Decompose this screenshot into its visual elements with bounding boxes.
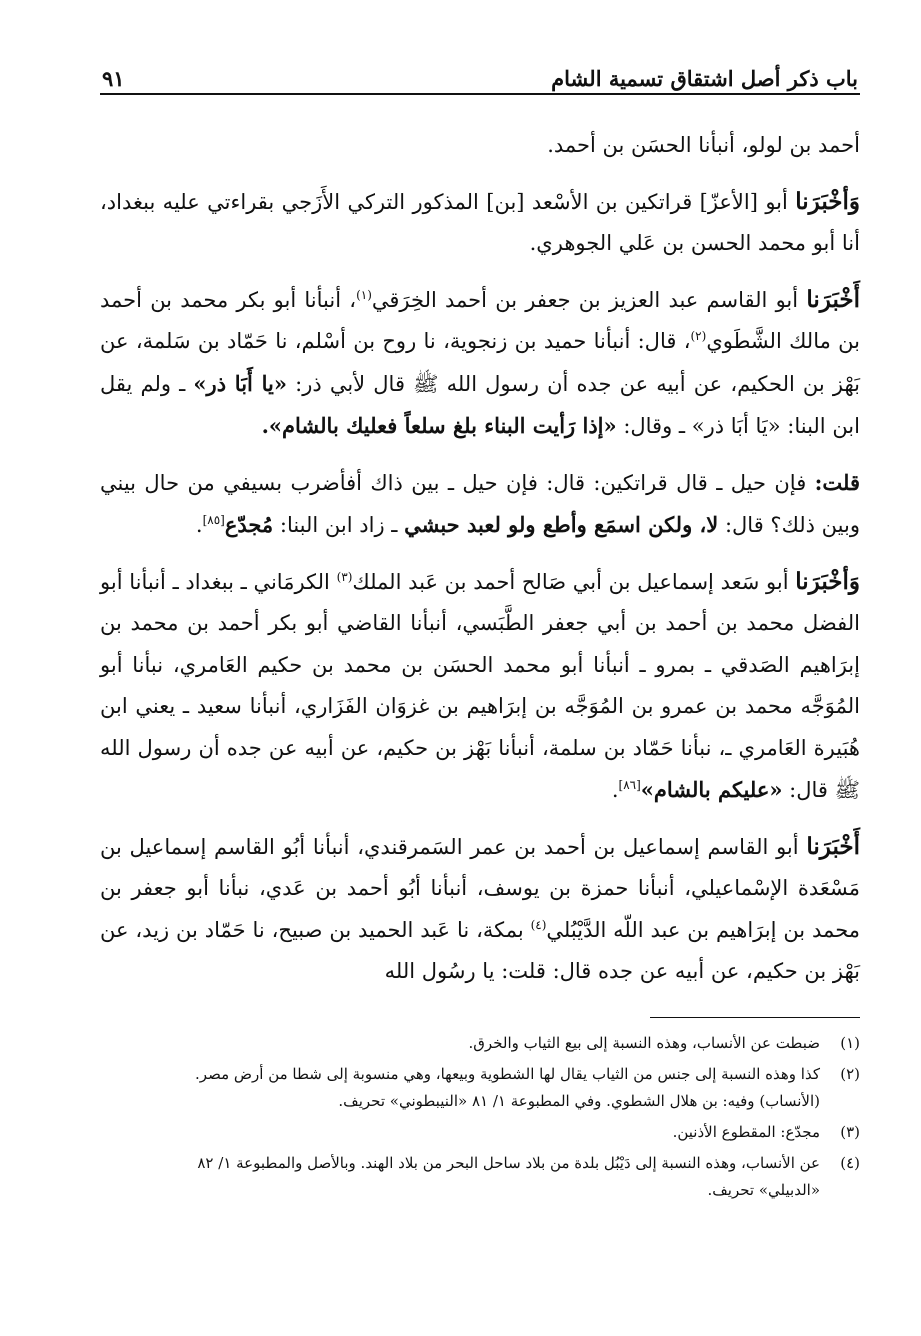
paragraph bbox=[100, 279, 860, 448]
footnote-marker: (٢) bbox=[690, 329, 707, 343]
text-run: أبو القاسم إسماعيل بن أحمد بن عمر السَمرقندي، أنبأنا أبُو القاسم إسماعيل بن مَسْعَدة الإسْماعيلي، أنبأنا حمزة بن يوسف، أنبأنا أبُو أحمد بن عَدي، نبأنا أبو جعفر بن محمد بن إبرَاهيم بن عبد اللّه الدَّيْبُلي bbox=[100, 834, 860, 942]
footnote-text bbox=[100, 1150, 820, 1204]
text-run: الكرمَاني ـ ببغداد ـ أنبأنا أبو الفضل محمد بن أحمد بن أبي جعفر الطَّبَسي، أنبأنا القاضي أبو بكر أحمد بن محمد بن إبرَاهيم الصَدقي ـ بمرو ـ أنبأنا أبو محمد الحسَن بن محمد بن حكيم العَامري، نبأنا أبو المُوَجَّه محمد بن عمرو بن المُوَجَّه بن إبرَاهيم بن غزوَان الفَزَاري، أنبأنا سعيد ـ يعني ابن هُبَيرة العَامري ـ، نبأنا حَمّاد بن سلمة، أنبأنا بَهْز بن حكيم، عن أبيه عن جده أن رسول الله ﷺ قال: bbox=[100, 569, 860, 802]
footnote-line: عن الأنساب، وهذه النسبة إلى دَيْبُل بلدة من بلاد ساحل البحر من بلاد الهند. وبالأصل والمطبوعة ١/ ٨٢ bbox=[197, 1153, 820, 1172]
footnote-number: (٤) bbox=[840, 1153, 860, 1172]
paragraph-lead-word: أَخْبَرَنا bbox=[806, 285, 860, 313]
text-run: ـ ولم يقل ابن البنا: «يَا أبَا ذر» ـ وقال: bbox=[100, 371, 860, 438]
paragraph bbox=[100, 561, 860, 812]
emphasized-text: «عليكم بالشام» bbox=[640, 777, 783, 802]
text-run: بمكة، نا عَبد الحميد بن صبيح، نا حَمّاد بن زيد، عن بَهْز بن حكيم، عن أبيه عن جده قال: قلت: يا رسُول الله bbox=[100, 917, 860, 983]
paragraph bbox=[100, 181, 860, 265]
footnote-marker: [٨٦] bbox=[618, 778, 641, 792]
emphasized-text: مُجدّع bbox=[224, 512, 274, 537]
text-run: . bbox=[195, 513, 203, 537]
text-run: أحمد بن لولو، أنبأنا الحسَن بن أحمد. bbox=[547, 133, 860, 157]
paragraph bbox=[100, 125, 860, 167]
footnote-text bbox=[100, 1030, 820, 1057]
footnote-line: ضبطت عن الأنساب، وهذه النسبة إلى بيع الثياب والخرق. bbox=[468, 1033, 820, 1052]
footnote-divider bbox=[650, 1017, 860, 1018]
emphasized-text: «يا أَبَا ذر» bbox=[193, 370, 288, 396]
text-run: فإن حيل ـ قال قراتكين: قال: فإن حيل ـ بين ذاك أفأضرب بسيفي من حال بيني وبين ذلك؟ قال: bbox=[100, 470, 860, 537]
footnote-line: مجدّع: المقطوع الأذنين. bbox=[672, 1122, 820, 1141]
footnote-marker: [٨٥] bbox=[202, 513, 225, 527]
page-number: ٩١ bbox=[102, 66, 125, 91]
paragraph bbox=[100, 462, 860, 547]
chapter-title: باب ذكر أصل اشتقاق تسمية الشام bbox=[551, 66, 858, 91]
text-run: ـ زاد ابن البنا: bbox=[273, 513, 405, 537]
footnote-line: (الأنساب) وفيه: بن هلال الشطوي. وفي المطبوعة ١/ ٨١ «النيبطوني» تحريف. bbox=[338, 1091, 820, 1110]
footnote bbox=[100, 1119, 860, 1146]
text-run: أبو [الأعزّ] قراتكين بن الأسْعد [بن] المذكور التركي الأَزَجي بقراءتي عليه ببغداد، أنا أبو محمد الحسن بن عَلي الجوهري. bbox=[100, 189, 860, 255]
footnote-marker: (٣) bbox=[336, 569, 353, 584]
footnote-text bbox=[100, 1119, 820, 1146]
main-text bbox=[100, 125, 860, 993]
footnote-number: (٣) bbox=[840, 1122, 860, 1141]
running-header bbox=[100, 55, 860, 95]
paragraph-lead-word: أَخْبَرَنا bbox=[806, 832, 860, 860]
footnote-marker: (٤) bbox=[530, 917, 547, 932]
text-run: . bbox=[611, 778, 619, 802]
paragraph bbox=[100, 826, 860, 993]
footnote-text bbox=[100, 1061, 820, 1115]
footnote-line: «الدبيلي» تحريف. bbox=[707, 1180, 820, 1199]
footnote-number: (١) bbox=[840, 1033, 860, 1052]
document-page bbox=[100, 55, 860, 1315]
text-run: أبو سَعد إسماعيل بن أبي صَالح أحمد بن عَبد الملك bbox=[352, 569, 796, 594]
paragraph-lead-word: وَأخْبَرَنا bbox=[795, 567, 860, 595]
text-run: ، قال: أنبأنا حميد بن زنجوية، نا روح بن أسْلم، نا حَمّاد بن سَلمة، عن بَهْز بن الحكيم، عن أبيه عن جده أن رسول الله ﷺ قال لأبي ذر: bbox=[100, 329, 860, 396]
footnote-number: (٢) bbox=[840, 1064, 860, 1083]
footnote bbox=[100, 1150, 860, 1204]
footnote bbox=[100, 1061, 860, 1115]
text-run: ، أنبأنا أبو بكر محمد بن أحمد بن مالك الشَّطَوي bbox=[100, 287, 861, 353]
emphasized-text: لا، ولكن اسمَع وأطع ولو لعبد حبشي bbox=[404, 512, 719, 537]
footnote-marker: (١) bbox=[356, 287, 372, 302]
footnote-line: كذا وهذه النسبة إلى جنس من الثياب يقال لها الشطوية وبيعها، وهي منسوبة إلى شطا من أرض مصر. bbox=[195, 1064, 820, 1083]
emphasized-text: قلت: bbox=[814, 469, 860, 495]
text-run: أبو القاسم عبد العزيز بن جعفر بن أحمد الخِرَقي bbox=[371, 287, 807, 312]
paragraph-lead-word: وَأخْبَرَنا bbox=[795, 187, 860, 215]
footnotes bbox=[100, 1030, 860, 1204]
footnote bbox=[100, 1030, 860, 1057]
emphasized-text: «إذا رَأيت البناء بلغ سلعاً فعليك بالشام». bbox=[261, 413, 617, 438]
